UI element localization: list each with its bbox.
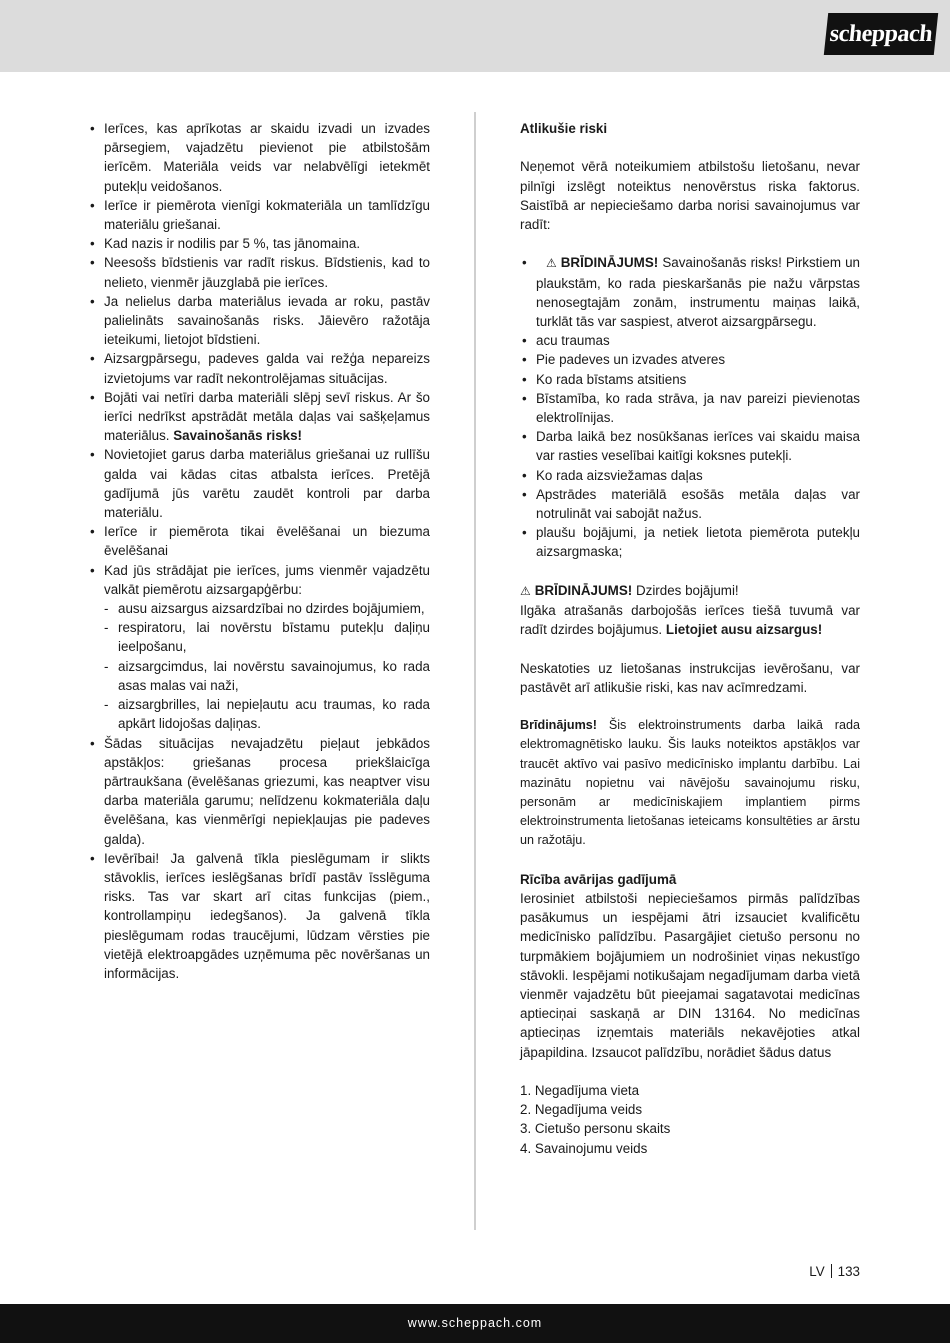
page-separator bbox=[831, 1264, 832, 1278]
list-item: • Ko rada aizsviežamas daļas bbox=[520, 466, 860, 485]
right-column bbox=[520, 119, 860, 1158]
list-item: • Šādas situācijas nevajadzētu pieļaut jebkādos apstākļos: griešanas procesa priekšlaicīga pārtraukšana (ēvelēšanas griezumi, kas neaptver visu darba materiāla garumu; nelīdzenu kokmateriāla daļu ēvelēšana, kas vienmērīgi nepiekļaujas pie padeves galda). bbox=[88, 734, 430, 849]
top-bar bbox=[0, 0, 950, 72]
sub-list-item: - ausu aizsargus aizsardzībai no dzirdes bojājumiem, bbox=[104, 599, 430, 618]
warning-label: BRĪDINĀJUMS! bbox=[560, 255, 659, 271]
warning-icon: ⚠ bbox=[520, 583, 531, 598]
list-item: 3. Cietušo personu skaits bbox=[520, 1121, 671, 1137]
residual-note: Neskatoties uz lietošanas instrukcijas ievērošanu, var pastāvēt arī atlikušie riski, kas nav acīmredzami. bbox=[520, 660, 860, 695]
list-item: • Neesošs bīdstienis var radīt riskus. Bīdstienis, kad to nelieto, vienmēr jāuzglabā pie ierīces. bbox=[88, 253, 430, 291]
footer-url[interactable]: www.scheppach.com bbox=[407, 1316, 543, 1330]
section-title-emergency: Rīcība avārijas gadījumā bbox=[520, 871, 677, 887]
scheppach-logo: scheppach bbox=[824, 13, 938, 55]
page-number bbox=[809, 1264, 860, 1279]
list-item: • Ierīce ir piemērota vienīgi kokmateriāla un tamlīdzīgu materiālu griešanai. bbox=[88, 196, 430, 234]
sub-list-item: - respiratoru, lai novērstu bīstamu putekļu daļiņu ieelpošanu, bbox=[104, 618, 430, 656]
list-item: • Bīstamība, ko rada strāva, ja nav pareizi pievienotas elektrolīnijas. bbox=[520, 389, 860, 427]
list-item bbox=[520, 253, 860, 331]
list-item-text: Kad jūs strādājat pie ierīces, jums vienmēr vajadzētu valkāt piemērotu aizsargapģērbu: bbox=[104, 562, 430, 597]
list-item: 2. Negadījuma veids bbox=[520, 1102, 643, 1118]
emergency-data-list bbox=[520, 1081, 860, 1158]
list-item: • Ierīces, kas aprīkotas ar skaidu izvadi un izvades pārsegiem, vajadzētu pievienot pie atbilstošām ierīcēm. Materiāla veids var nelabvēlīgi ietekmēt putekļu veidošanos. bbox=[88, 119, 430, 196]
sub-list-item: - aizsargbrilles, lai nepieļautu acu traumas, ko rada apkārt lidojošas daļiņas. bbox=[104, 695, 430, 733]
list-item: • Novietojiet garus darba materiālus griešanai uz rullīšu galda vai kādas citas atbalsta ierīces. Pretējā gadījumā jūs varētu zaudēt kontroli par darba materiālu. bbox=[88, 445, 430, 522]
list-item: • Pie padeves un izvades atveres bbox=[520, 350, 860, 369]
list-item-text: Bojāti vai netīri darba materiāli slēpj sevī riskus. Ar šo ierīci nedrīkst apstrādāt metāla daļas vai sašķeļamus materiālus. bbox=[104, 389, 430, 444]
list-item: 4. Savainojumu veids bbox=[520, 1140, 648, 1156]
residual-risk-list bbox=[520, 253, 860, 561]
left-column bbox=[88, 119, 430, 983]
column-divider bbox=[474, 112, 476, 1230]
list-item bbox=[88, 561, 430, 734]
list-item: • plaušu bojājumi, ja netiek lietota piemērota putekļu aizsargmaska; bbox=[520, 523, 860, 561]
hearing-warning-text: Ilgāka atrašanās darbojošās ierīces tiešā tuvumā var radīt dzirdes bojājumus. Lietojiet ausu aizsargus! bbox=[520, 603, 860, 638]
warning-icon: ⚠ bbox=[546, 256, 557, 271]
list-item: • Ko rada bīstams atsitiens bbox=[520, 370, 860, 389]
section-title-residual-risks: Atlikušie riski bbox=[520, 121, 608, 136]
residual-intro: Neņemot vērā noteikumiem atbilstošu lietošanu, nevar pilnīgi izslēgt noteiktus nenovērstus riska faktorus. Saistībā ar nepieciešamo darba norisi savainojumus var radīt: bbox=[520, 159, 860, 232]
list-item: • Apstrādes materiālā esošās metāla daļas var notrulināt vai sabojāt nažus. bbox=[520, 485, 860, 523]
list-item bbox=[88, 388, 430, 446]
emergency-text: Ierosiniet atbilstoši nepieciešamos pirmās palīdzības pasākumus un iespējami ātri izsauciet kvalificētu medicīnisko palīdzību. Pasargājiet cietušo personu no turpmākiem bojājumiem un nodrošiniet viņas nekustīgo stāvokli. Iespējami notikušajam negadījumam darba vietā vienmēr vajadzētu būt pieejamai sagatavotai medicīnas aptieciņai saskaņā ar DIN 13164. No medicīnas aptieciņas izņemtais materiāls nekavējoties atkal jāpapildina. Izsaucot palīdzību, norādiet šādus datus bbox=[520, 891, 860, 1060]
list-item-bold: Savainošanās risks! bbox=[173, 428, 302, 444]
list-item: • Aizsargpārsegu, padeves galda vai režģa nepareizs izvietojums var radīt nekontrolējamas situācijas. bbox=[88, 349, 430, 387]
sub-list-item: - aizsargcimdus, lai novērstu savainojumus, ko rada asas malas vai naži, bbox=[104, 657, 430, 695]
list-item: • acu traumas bbox=[520, 331, 860, 350]
list-item: • Ievērībai! Ja galvenā tīkla pieslēgumam ir slikts stāvoklis, ierīces ieslēgšanas brīdī pastāv īsslēguma risks. Tas var skart arī citas funkcijas (piem., kontrollampiņu iedegšanos). Ja galvenā tīkla pieslēgumam rodas traucējumi, lūdzam vērsties pie vietējā elektroapgādes uzņēmuma pēc novēršanas un informācijas. bbox=[88, 849, 430, 983]
hearing-warning-heading: ⚠ BRĪDINĀJUMS! Dzirdes bojājumi! bbox=[520, 581, 860, 601]
list-item: • Ja nelielus darba materiālus ievada ar roku, pastāv palielināts savainošanās risks. Jāievēro ražotāja ieteikumi, lietojot bīdstieni. bbox=[88, 292, 430, 350]
list-item: • Ierīce ir piemērota tikai ēvelēšanai un biezuma ēvelēšanai bbox=[88, 522, 430, 560]
em-field-warning: Brīdinājums! Šis elektroinstruments darba laikā rada elektromagnētisko lauku. Šis lauks noteiktos apstākļos var traucēt aktīvo vai pasīvo medicīnisko implantu darbību. Lai mazinātu nopietnu vai nāvējošu savainojumu risku, personām ar medicīniskajiem implantiem pirms elektroinstrumenta lietošanas ieteicams konsultēties ar ārstu un ražotāju. bbox=[520, 718, 860, 848]
protective-gear-list bbox=[104, 599, 430, 733]
footer-bar bbox=[0, 1304, 950, 1343]
warning-text: Savainošanās risks! Pirkstiem un plaukstām, ko rada pieskaršanās pie nažu vārpstas nenosegtajām zonām, instrumentu maiņas laikā, turklāt tās var saspiest, atverot aizsargpārsegu. bbox=[536, 255, 860, 329]
page-number-value: 133 bbox=[837, 1264, 860, 1279]
list-item: 1. Negadījuma vieta bbox=[520, 1083, 640, 1099]
safety-list bbox=[88, 119, 430, 983]
list-item: • Darba laikā bez nosūkšanas ierīces vai skaidu maisa var rasties veselībai kaitīgi koksnes putekļi. bbox=[520, 427, 860, 465]
list-item: • Kad nazis ir nodilis par 5 %, tas jānomaina. bbox=[88, 234, 430, 253]
page-language: LV bbox=[809, 1264, 825, 1279]
